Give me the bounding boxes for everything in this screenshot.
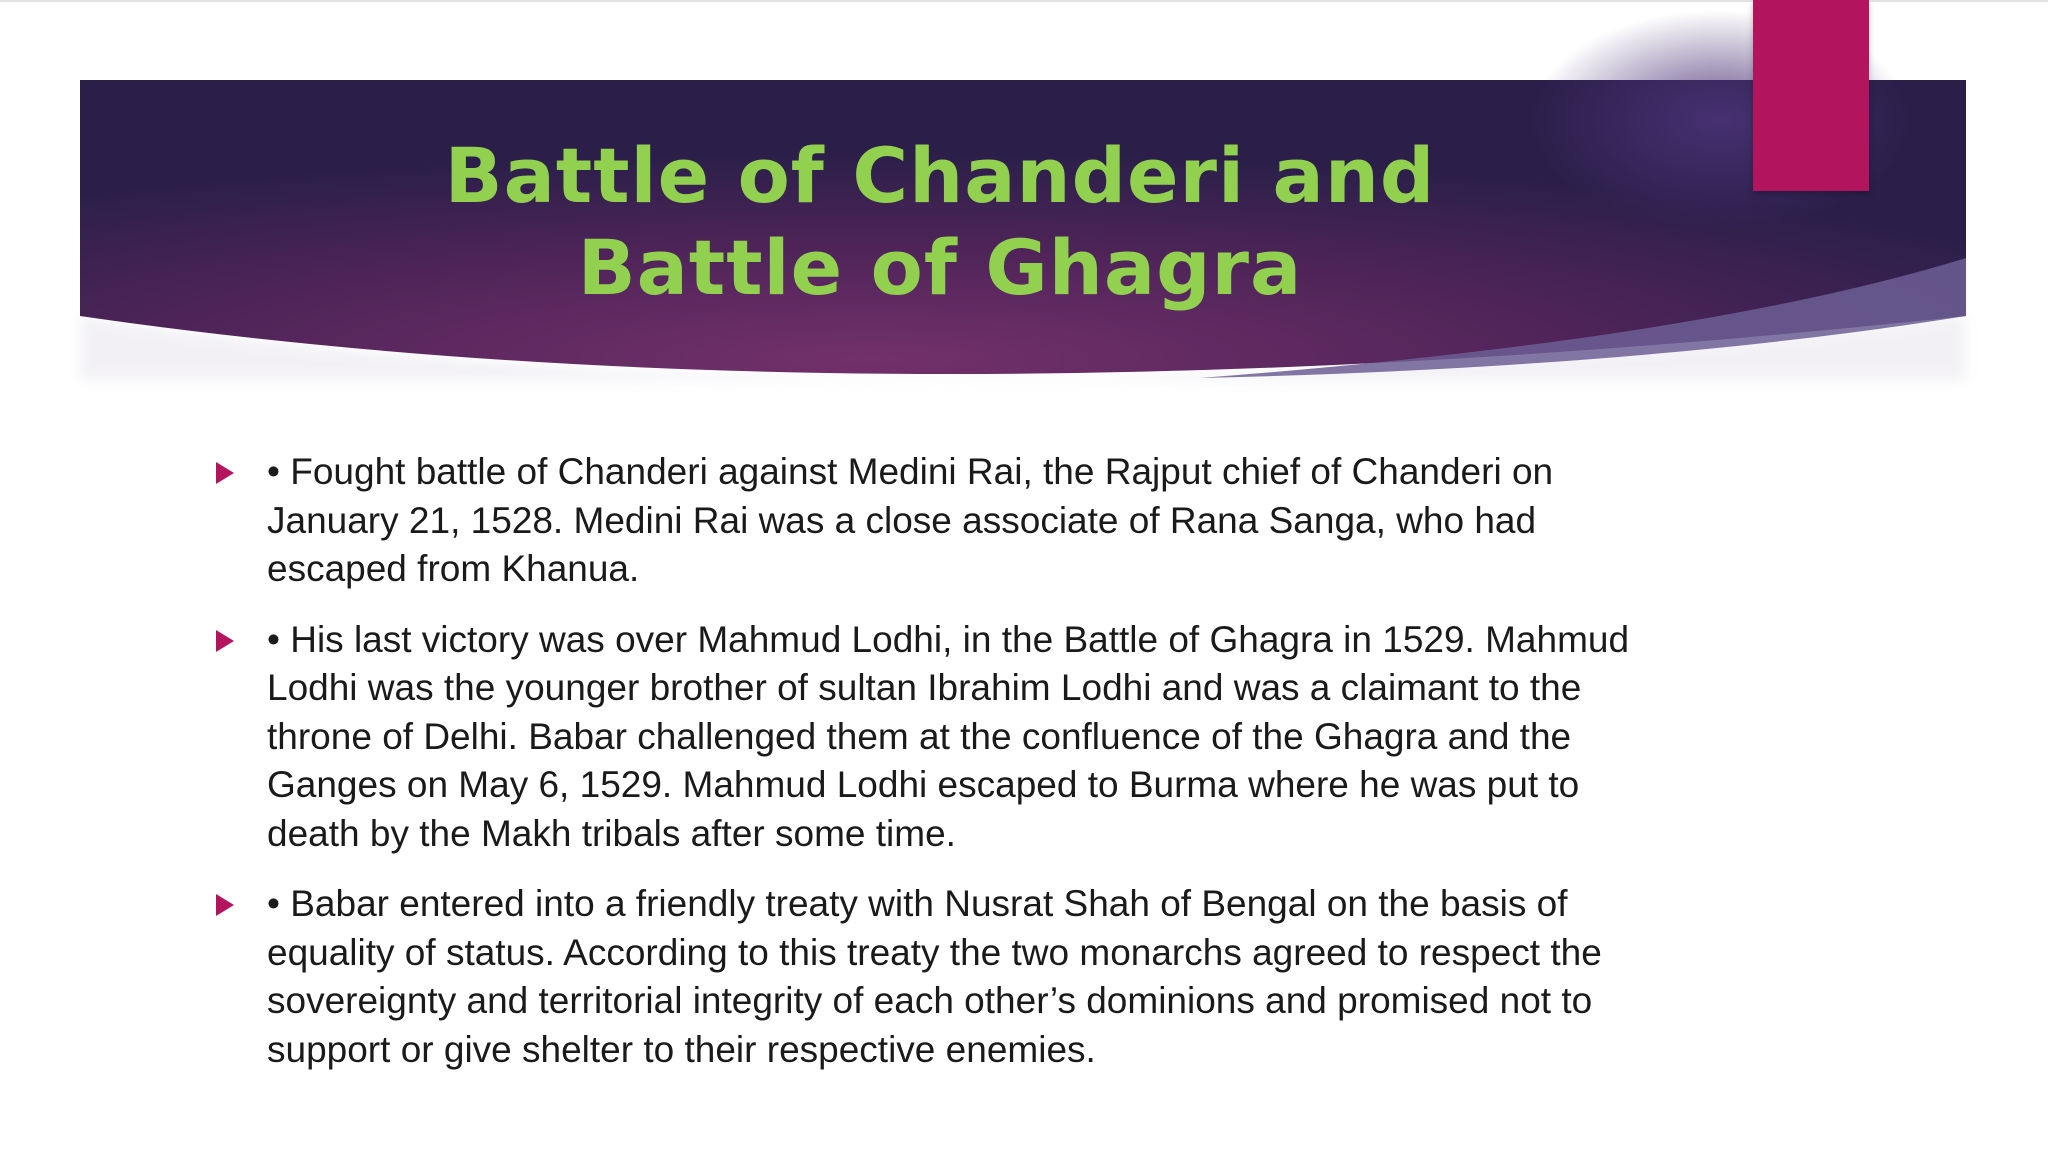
bullet-item bbox=[210, 616, 1670, 859]
triangle-arrow-icon bbox=[216, 630, 234, 652]
bullet-item bbox=[210, 880, 1670, 1074]
bullet-text: • His last victory was over Mahmud Lodhi, in the Battle of Ghagra in 1529. Mahmud Lodhi was the younger brother of sultan Ibrahim Lodhi and was a claimant to the throne of Delhi. Babar challenged them at the confluence of the Ghagra and the Ganges on May 6, 1529. Mahmud Lodhi escaped to Burma where he was put to death by the Makh tribals after some time. bbox=[267, 618, 1630, 854]
bullet-text: • Babar entered into a friendly treaty with Nusrat Shah of Bengal on the basis of equality of status. According to this treaty the two monarchs agreed to respect the sovereignty and territorial integrity of each other’s dominions and promised not to support or give shelter to their respective enemies. bbox=[267, 883, 1602, 1070]
bullet-text: • Fought battle of Chanderi against Medini Rai, the Rajput chief of Chanderi on January 21, 1528. Medini Rai was a close associate of Rana Sanga, who had escaped from Khanua. bbox=[267, 451, 1554, 589]
slide-title bbox=[300, 130, 1580, 314]
triangle-arrow-icon bbox=[216, 462, 234, 484]
accent-ribbon bbox=[1753, 0, 1869, 191]
bullet-list bbox=[210, 448, 1670, 1096]
title-line: Battle of Chanderi and bbox=[444, 131, 1436, 220]
triangle-arrow-icon bbox=[216, 894, 234, 916]
bullet-item bbox=[210, 448, 1670, 594]
title-line: Battle of Ghagra bbox=[577, 223, 1303, 312]
